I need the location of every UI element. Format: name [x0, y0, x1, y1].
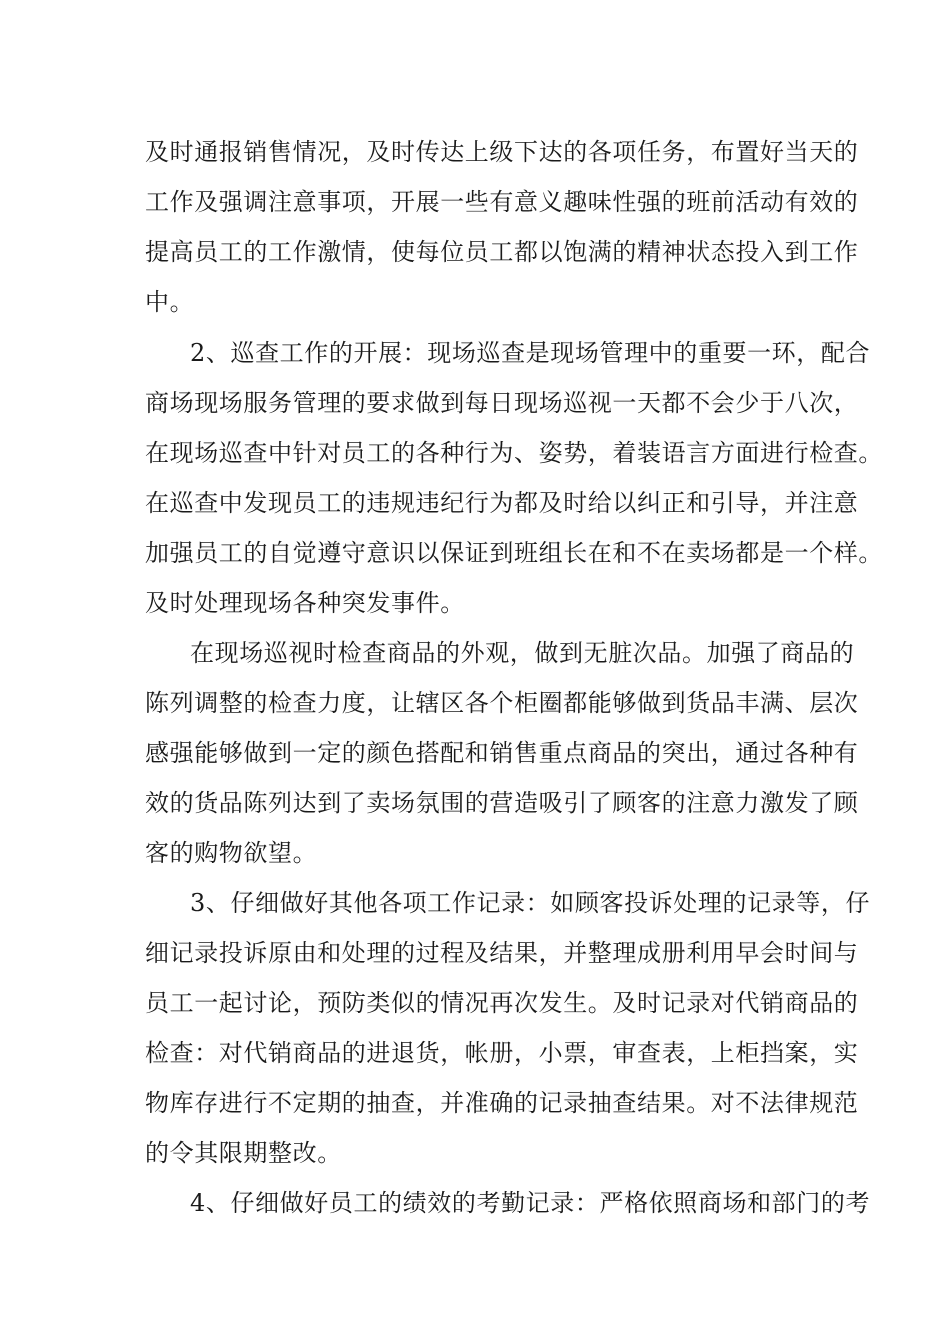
- text-line: 工作及强调注意事项，开展一些有意义趣味性强的班前活动有效的: [145, 188, 859, 216]
- paragraph-start-line: 2、巡查工作的开展：现场巡查是现场管理中的重要一环，配合: [190, 339, 871, 367]
- text-line: 提高员工的工作激情，使每位员工都以饱满的精神状态投入到工作: [145, 238, 859, 266]
- text-line: 在巡查中发现员工的违规违纪行为都及时给以纠正和引导，并注意: [145, 489, 859, 517]
- text-line: 商场现场服务管理的要求做到每日现场巡视一天都不会少于八次，: [145, 389, 859, 417]
- text-line: 加强员工的自觉遵守意识以保证到班组长在和不在卖场都是一个样。: [145, 539, 883, 567]
- text-line: 及时处理现场各种突发事件。: [145, 589, 465, 617]
- text-line: 中。: [145, 288, 195, 316]
- text-line: 物库存进行不定期的抽查，并准确的记录抽查结果。对不法律规范: [145, 1089, 859, 1117]
- text-line: 及时通报销售情况，及时传达上级下达的各项任务，布置好当天的: [145, 138, 859, 166]
- text-line: 的令其限期整改。: [145, 1139, 342, 1167]
- text-line: 检查：对代销商品的进退货，帐册，小票，审查表，上柜挡案，实: [145, 1039, 859, 1067]
- text-line: 员工一起讨论，预防类似的情况再次发生。及时记录对代销商品的: [145, 989, 859, 1017]
- text-line: 感强能够做到一定的颜色搭配和销售重点商品的突出，通过各种有: [145, 739, 859, 767]
- text-line: 陈列调整的检查力度，让辖区各个柜圈都能够做到货品丰满、层次: [145, 689, 859, 717]
- text-line: 在现场巡查中针对员工的各种行为、姿势，着装语言方面进行检查。: [145, 439, 883, 467]
- text-line: 效的货品陈列达到了卖场氛围的营造吸引了顾客的注意力激发了顾: [145, 789, 859, 817]
- paragraph-start-line: 在现场巡视时检查商品的外观，做到无脏次品。加强了商品的: [190, 639, 855, 667]
- paragraph-start-line: 3、仔细做好其他各项工作记录：如顾客投诉处理的记录等，仔: [190, 889, 871, 917]
- text-line: 细记录投诉原由和处理的过程及结果，并整理成册利用早会时间与: [145, 939, 859, 967]
- paragraph-start-line: 4、仔细做好员工的绩效的考勤记录：严格依照商场和部门的考: [190, 1189, 871, 1217]
- text-line: 客的购物欲望。: [145, 839, 318, 867]
